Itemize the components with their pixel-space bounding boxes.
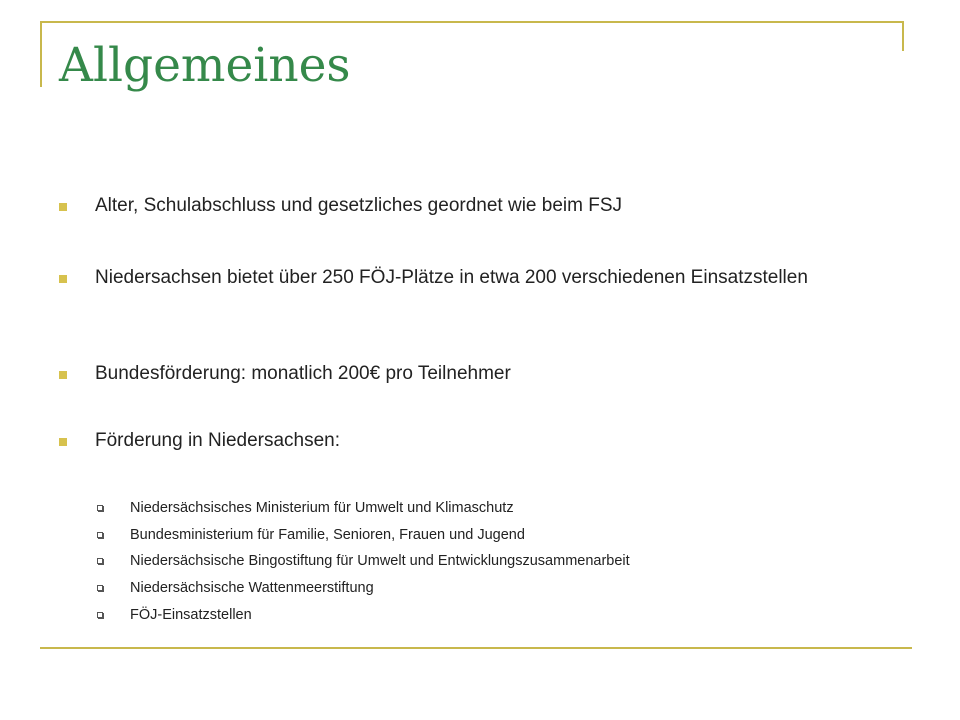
bullet-item [59,361,859,387]
bullet-text: Alter, Schulabschluss und gesetzliches geordnet wie beim FSJ [95,195,622,216]
decorative-left-line [40,21,42,87]
sub-bullet-item [97,498,857,518]
square-bullet-icon [59,275,67,283]
bullet-item [59,428,859,454]
sub-bullet-item [97,525,857,545]
decorative-right-line [902,21,904,51]
hollow-square-bullet-icon [97,612,103,618]
slide-title: Allgemeines [59,38,351,93]
bullet-text: Niedersachsen bietet über 250 FÖJ-Plätze in etwa 200 verschiedenen Einsatzstellen [95,267,808,288]
square-bullet-icon [59,438,67,446]
hollow-square-bullet-icon [97,558,103,564]
sub-bullet-item [97,578,857,598]
bullet-item [59,265,859,291]
bullet-text: Bundesförderung: monatlich 200€ pro Teilnehmer [95,363,511,384]
decorative-bottom-line [40,647,912,649]
hollow-square-bullet-icon [97,585,103,591]
sub-bullet-text: Niedersächsische Wattenmeerstiftung [130,580,374,596]
square-bullet-icon [59,371,67,379]
bullet-text: Förderung in Niedersachsen: [95,430,341,451]
decorative-top-line [40,21,904,23]
square-bullet-icon [59,203,67,211]
sub-bullet-text: FÖJ-Einsatzstellen [130,607,252,623]
sub-bullet-item [97,605,857,625]
sub-bullet-item [97,551,857,571]
sub-bullet-text: Niedersächsische Bingostiftung für Umwelt und Entwicklungszusammenarbeit [130,553,630,569]
sub-bullet-text: Bundesministerium für Familie, Senioren, Frauen und Jugend [130,527,525,543]
hollow-square-bullet-icon [97,505,103,511]
bullet-item [59,193,859,219]
sub-bullet-text: Niedersächsisches Ministerium für Umwelt und Klimaschutz [130,500,514,516]
hollow-square-bullet-icon [97,532,103,538]
